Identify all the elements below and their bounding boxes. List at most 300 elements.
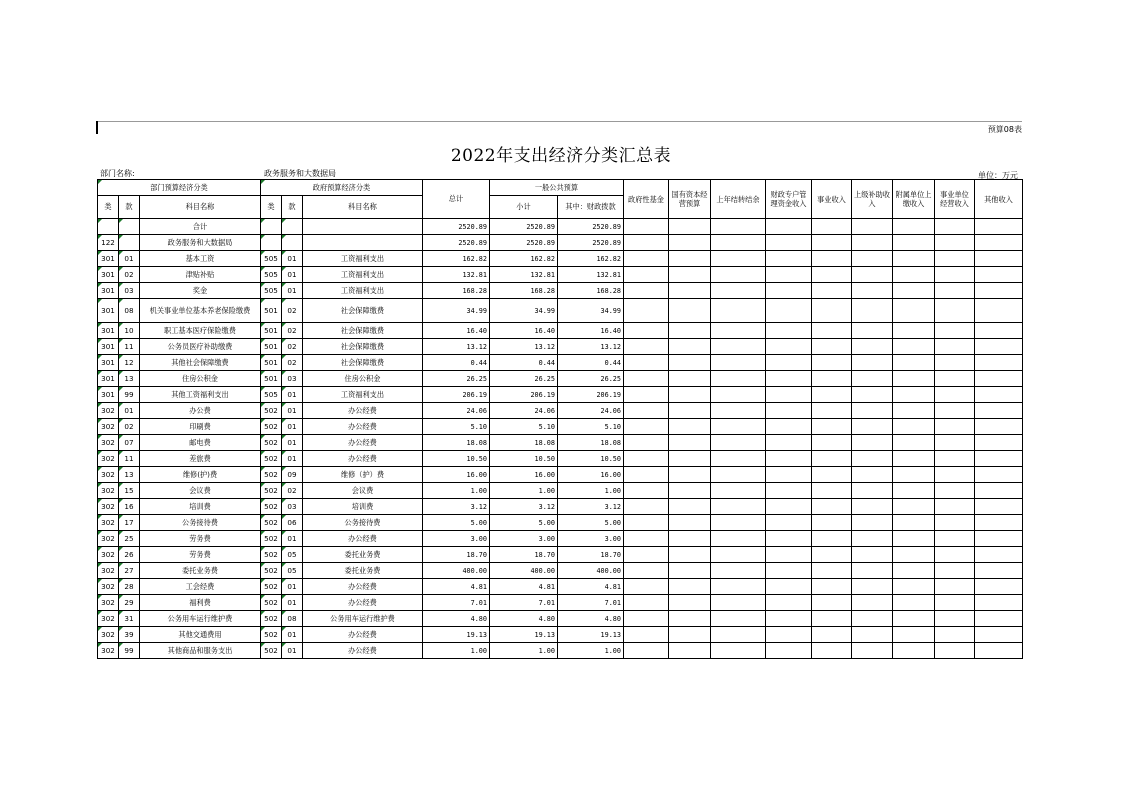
cell-dept-lei: 302 — [98, 563, 119, 579]
header-row-1 — [98, 180, 1023, 196]
cell-gov-item-name: 培训费 — [303, 499, 423, 515]
cell-empty — [669, 451, 711, 467]
cell-empty — [812, 627, 852, 643]
cell-empty — [852, 299, 893, 323]
table-row — [98, 283, 1023, 299]
cell-empty — [766, 403, 812, 419]
cell-gov-kuan: 02 — [282, 323, 303, 339]
cell-subtotal: 400.00 — [490, 563, 558, 579]
table-row — [98, 483, 1023, 499]
header-operating-income: 事业单位经营收入 — [935, 180, 975, 219]
cell-empty — [893, 579, 935, 595]
cell-empty — [812, 235, 852, 251]
cell-gov-item-name: 公务接待费 — [303, 515, 423, 531]
cell-fiscal: 3.12 — [558, 499, 624, 515]
cell-empty — [935, 251, 975, 267]
cell-empty — [852, 339, 893, 355]
cell-empty — [711, 531, 766, 547]
cell-empty — [669, 219, 711, 235]
cell-dept-kuan: 13 — [119, 467, 140, 483]
cell-empty — [624, 387, 669, 403]
cell-empty — [935, 595, 975, 611]
page-corner-mark — [96, 121, 98, 134]
table-row — [98, 467, 1023, 483]
cell-empty — [975, 435, 1023, 451]
cell-empty — [624, 595, 669, 611]
page-title: 2022年支出经济分类汇总表 — [450, 146, 672, 166]
cell-fiscal: 24.06 — [558, 403, 624, 419]
cell-subtotal: 4.80 — [490, 611, 558, 627]
cell-empty — [812, 515, 852, 531]
cell-dept-item-name: 培训费 — [140, 499, 261, 515]
cell-empty — [975, 627, 1023, 643]
cell-empty — [935, 515, 975, 531]
cell-dept-item-name: 办公费 — [140, 403, 261, 419]
cell-empty — [812, 547, 852, 563]
cell-gov-lei: 502 — [261, 451, 282, 467]
cell-empty — [935, 371, 975, 387]
cell-empty — [766, 387, 812, 403]
cell-gov-item-name: 工资福利支出 — [303, 267, 423, 283]
cell-empty — [893, 547, 935, 563]
cell-empty — [975, 371, 1023, 387]
cell-total: 5.00 — [423, 515, 490, 531]
cell-empty — [893, 643, 935, 659]
cell-total: 34.99 — [423, 299, 490, 323]
cell-gov-lei: 502 — [261, 499, 282, 515]
header-business-income: 事业收入 — [812, 180, 852, 219]
cell-gov-kuan: 01 — [282, 595, 303, 611]
table-row — [98, 339, 1023, 355]
cell-empty — [935, 579, 975, 595]
cell-empty — [852, 515, 893, 531]
cell-empty — [624, 467, 669, 483]
header-superior-subsidy: 上级补助收入 — [852, 180, 893, 219]
cell-dept-kuan: 02 — [119, 419, 140, 435]
cell-empty — [624, 251, 669, 267]
cell-dept-lei: 302 — [98, 531, 119, 547]
header-special-account: 财政专户管理资金收入 — [766, 180, 812, 219]
table-row — [98, 643, 1023, 659]
cell-empty — [852, 219, 893, 235]
cell-gov-lei: 502 — [261, 419, 282, 435]
cell-empty — [935, 499, 975, 515]
cell-gov-kuan: 01 — [282, 251, 303, 267]
cell-dept-lei: 302 — [98, 483, 119, 499]
cell-gov-lei: 502 — [261, 483, 282, 499]
cell-dept-kuan: 25 — [119, 531, 140, 547]
cell-subtotal: 162.82 — [490, 251, 558, 267]
cell-empty — [711, 235, 766, 251]
cell-empty — [669, 251, 711, 267]
cell-gov-item-name: 办公经费 — [303, 435, 423, 451]
cell-gov-lei: 502 — [261, 547, 282, 563]
cell-dept-kuan: 02 — [119, 267, 140, 283]
cell-empty — [766, 219, 812, 235]
cell-dept-kuan: 27 — [119, 563, 140, 579]
cell-empty — [935, 483, 975, 499]
cell-empty — [624, 643, 669, 659]
form-code: 预算08表 — [987, 125, 1022, 134]
cell-gov-kuan: 01 — [282, 451, 303, 467]
cell-empty — [852, 435, 893, 451]
cell-dept-lei: 302 — [98, 403, 119, 419]
header-subtotal: 小计 — [490, 196, 558, 219]
cell-empty — [711, 483, 766, 499]
cell-gov-kuan: 02 — [282, 355, 303, 371]
cell-empty — [893, 611, 935, 627]
cell-gov-item-name: 社会保障缴费 — [303, 323, 423, 339]
cell-empty — [812, 451, 852, 467]
cell-dept-lei: 301 — [98, 251, 119, 267]
cell-empty — [711, 387, 766, 403]
cell-empty — [975, 563, 1023, 579]
cell-subtotal: 168.28 — [490, 283, 558, 299]
cell-gov-lei: 505 — [261, 267, 282, 283]
cell-total: 7.01 — [423, 595, 490, 611]
cell-gov-kuan: 02 — [282, 339, 303, 355]
cell-total: 24.06 — [423, 403, 490, 419]
cell-dept-item-name: 政务服务和大数据局 — [140, 235, 261, 251]
cell-gov-lei: 502 — [261, 403, 282, 419]
cell-gov-item-name: 委托业务费 — [303, 547, 423, 563]
cell-empty — [935, 355, 975, 371]
cell-empty — [669, 483, 711, 499]
cell-empty — [624, 419, 669, 435]
cell-empty — [669, 283, 711, 299]
cell-empty — [669, 435, 711, 451]
header-gov-fund: 政府性基金 — [624, 180, 669, 219]
cell-dept-kuan: 11 — [119, 339, 140, 355]
cell-empty — [812, 467, 852, 483]
cell-gov-kuan: 01 — [282, 435, 303, 451]
cell-subtotal: 26.25 — [490, 371, 558, 387]
table-row — [98, 531, 1023, 547]
cell-subtotal: 1.00 — [490, 483, 558, 499]
table-row — [98, 435, 1023, 451]
cell-gov-item-name: 办公经费 — [303, 643, 423, 659]
cell-empty — [624, 611, 669, 627]
cell-gov-item-name: 办公经费 — [303, 451, 423, 467]
cell-dept-lei: 302 — [98, 579, 119, 595]
table-row — [98, 323, 1023, 339]
cell-dept-item-name: 职工基本医疗保险缴费 — [140, 323, 261, 339]
cell-gov-lei: 502 — [261, 467, 282, 483]
header-gov-lei: 类 — [261, 196, 282, 219]
cell-empty — [624, 547, 669, 563]
cell-empty — [711, 299, 766, 323]
cell-empty — [711, 595, 766, 611]
cell-gov-item-name: 办公经费 — [303, 419, 423, 435]
cell-empty — [893, 595, 935, 611]
cell-empty — [812, 251, 852, 267]
cell-subtotal: 10.50 — [490, 451, 558, 467]
table-row — [98, 595, 1023, 611]
cell-gov-kuan: 01 — [282, 403, 303, 419]
cell-empty — [893, 403, 935, 419]
cell-dept-kuan: 15 — [119, 483, 140, 499]
cell-empty — [766, 563, 812, 579]
cell-empty — [812, 339, 852, 355]
cell-empty — [893, 283, 935, 299]
cell-fiscal: 206.19 — [558, 387, 624, 403]
cell-empty — [624, 403, 669, 419]
cell-empty — [812, 387, 852, 403]
cell-empty — [975, 235, 1023, 251]
cell-dept-item-name: 奖金 — [140, 283, 261, 299]
cell-total: 168.28 — [423, 283, 490, 299]
cell-dept-item-name: 其他工资福利支出 — [140, 387, 261, 403]
cell-empty — [852, 643, 893, 659]
table-row — [98, 267, 1023, 283]
cell-empty — [812, 403, 852, 419]
cell-dept-item-name: 公务接待费 — [140, 515, 261, 531]
cell-dept-item-name: 公务用车运行维护费 — [140, 611, 261, 627]
cell-empty — [935, 403, 975, 419]
cell-empty — [766, 451, 812, 467]
cell-empty — [893, 387, 935, 403]
cell-empty — [935, 547, 975, 563]
cell-dept-lei: 302 — [98, 643, 119, 659]
cell-subtotal: 2520.89 — [490, 219, 558, 235]
cell-empty — [893, 467, 935, 483]
cell-gov-lei: 502 — [261, 627, 282, 643]
cell-empty — [669, 563, 711, 579]
cell-fiscal: 13.12 — [558, 339, 624, 355]
cell-empty — [935, 299, 975, 323]
cell-fiscal: 0.44 — [558, 355, 624, 371]
cell-empty — [624, 371, 669, 387]
cell-empty — [893, 483, 935, 499]
cell-dept-kuan — [119, 235, 140, 251]
cell-empty — [624, 483, 669, 499]
cell-total: 132.81 — [423, 267, 490, 283]
cell-empty — [669, 595, 711, 611]
cell-gov-lei: 502 — [261, 531, 282, 547]
cell-dept-lei: 301 — [98, 371, 119, 387]
cell-empty — [975, 451, 1023, 467]
cell-fiscal: 3.00 — [558, 531, 624, 547]
table-row — [98, 547, 1023, 563]
cell-gov-item-name: 社会保障缴费 — [303, 299, 423, 323]
cell-empty — [893, 219, 935, 235]
cell-subtotal: 13.12 — [490, 339, 558, 355]
cell-subtotal: 3.12 — [490, 499, 558, 515]
cell-empty — [711, 339, 766, 355]
cell-dept-lei: 301 — [98, 283, 119, 299]
cell-empty — [893, 531, 935, 547]
cell-empty — [711, 219, 766, 235]
cell-subtotal: 206.19 — [490, 387, 558, 403]
cell-gov-kuan: 09 — [282, 467, 303, 483]
cell-empty — [669, 267, 711, 283]
cell-empty — [766, 323, 812, 339]
cell-empty — [893, 451, 935, 467]
cell-empty — [935, 531, 975, 547]
cell-empty — [975, 467, 1023, 483]
cell-empty — [766, 299, 812, 323]
cell-empty — [669, 355, 711, 371]
cell-gov-item-name: 办公经费 — [303, 627, 423, 643]
cell-empty — [893, 371, 935, 387]
cell-fiscal: 26.25 — [558, 371, 624, 387]
cell-gov-kuan: 01 — [282, 643, 303, 659]
cell-empty — [711, 435, 766, 451]
cell-gov-kuan — [282, 235, 303, 251]
cell-total: 4.81 — [423, 579, 490, 595]
cell-empty — [711, 323, 766, 339]
cell-empty — [669, 579, 711, 595]
cell-empty — [852, 323, 893, 339]
cell-dept-item-name: 福利费 — [140, 595, 261, 611]
cell-empty — [852, 251, 893, 267]
cell-dept-lei — [98, 219, 119, 235]
cell-empty — [624, 627, 669, 643]
cell-empty — [766, 371, 812, 387]
cell-empty — [624, 339, 669, 355]
cell-empty — [935, 219, 975, 235]
cell-empty — [669, 323, 711, 339]
cell-empty — [711, 579, 766, 595]
cell-empty — [893, 323, 935, 339]
cell-dept-item-name: 其他商品和服务支出 — [140, 643, 261, 659]
cell-empty — [624, 515, 669, 531]
cell-empty — [975, 323, 1023, 339]
cell-empty — [624, 267, 669, 283]
cell-empty — [711, 611, 766, 627]
cell-empty — [975, 643, 1023, 659]
cell-empty — [766, 483, 812, 499]
cell-empty — [812, 283, 852, 299]
cell-empty — [624, 283, 669, 299]
cell-dept-lei: 302 — [98, 451, 119, 467]
cell-gov-item-name: 维修（护）费 — [303, 467, 423, 483]
cell-empty — [975, 499, 1023, 515]
cell-empty — [624, 435, 669, 451]
cell-empty — [711, 451, 766, 467]
header-general-budget: 一般公共预算 — [490, 180, 624, 196]
cell-gov-lei: 501 — [261, 323, 282, 339]
cell-gov-lei — [261, 235, 282, 251]
cell-empty — [812, 595, 852, 611]
header-dept-lei: 类 — [98, 196, 119, 219]
cell-gov-lei: 502 — [261, 643, 282, 659]
cell-gov-item-name: 社会保障缴费 — [303, 339, 423, 355]
cell-gov-lei — [261, 219, 282, 235]
table-row — [98, 251, 1023, 267]
cell-empty — [935, 419, 975, 435]
table-row — [98, 219, 1023, 235]
header-total: 总计 — [423, 180, 490, 219]
cell-empty — [711, 515, 766, 531]
cell-empty — [711, 419, 766, 435]
cell-total: 1.00 — [423, 483, 490, 499]
cell-empty — [852, 267, 893, 283]
cell-empty — [975, 611, 1023, 627]
cell-empty — [975, 339, 1023, 355]
cell-dept-kuan: 11 — [119, 451, 140, 467]
cell-dept-item-name: 劳务费 — [140, 531, 261, 547]
header-of-which-fiscal: 其中：财政拨款 — [558, 196, 624, 219]
header-other-income: 其他收入 — [975, 180, 1023, 219]
cell-dept-lei: 302 — [98, 499, 119, 515]
cell-empty — [766, 595, 812, 611]
cell-fiscal: 18.08 — [558, 435, 624, 451]
cell-empty — [975, 547, 1023, 563]
cell-dept-item-name: 差旅费 — [140, 451, 261, 467]
cell-dept-lei: 302 — [98, 435, 119, 451]
cell-empty — [935, 627, 975, 643]
cell-dept-lei: 301 — [98, 387, 119, 403]
cell-gov-lei: 502 — [261, 515, 282, 531]
cell-dept-kuan: 26 — [119, 547, 140, 563]
cell-total: 16.40 — [423, 323, 490, 339]
cell-gov-kuan: 05 — [282, 563, 303, 579]
header-dept-item-name: 科目名称 — [140, 196, 261, 219]
cell-empty — [852, 355, 893, 371]
cell-empty — [624, 499, 669, 515]
cell-dept-kuan: 39 — [119, 627, 140, 643]
dept-label: 部门名称: — [100, 169, 135, 178]
cell-empty — [669, 371, 711, 387]
cell-dept-kuan: 28 — [119, 579, 140, 595]
cell-gov-lei: 501 — [261, 355, 282, 371]
cell-dept-item-name: 合计 — [140, 219, 261, 235]
cell-total: 400.00 — [423, 563, 490, 579]
cell-empty — [669, 235, 711, 251]
cell-subtotal: 19.13 — [490, 627, 558, 643]
cell-empty — [812, 643, 852, 659]
cell-empty — [852, 595, 893, 611]
cell-empty — [893, 355, 935, 371]
cell-empty — [624, 235, 669, 251]
cell-gov-lei: 501 — [261, 371, 282, 387]
cell-fiscal: 5.10 — [558, 419, 624, 435]
dept-value: 政务服务和大数据局 — [264, 169, 336, 178]
cell-dept-kuan: 03 — [119, 283, 140, 299]
cell-empty — [766, 515, 812, 531]
cell-dept-kuan: 31 — [119, 611, 140, 627]
cell-gov-item-name — [303, 219, 423, 235]
cell-gov-kuan: 01 — [282, 419, 303, 435]
cell-empty — [624, 531, 669, 547]
table-row — [98, 371, 1023, 387]
cell-empty — [852, 283, 893, 299]
cell-empty — [669, 499, 711, 515]
cell-empty — [766, 419, 812, 435]
cell-dept-lei: 302 — [98, 627, 119, 643]
cell-total: 4.80 — [423, 611, 490, 627]
cell-dept-kuan: 17 — [119, 515, 140, 531]
cell-empty — [711, 371, 766, 387]
cell-gov-item-name — [303, 235, 423, 251]
cell-dept-kuan: 01 — [119, 403, 140, 419]
cell-empty — [893, 251, 935, 267]
cell-dept-lei: 301 — [98, 339, 119, 355]
cell-empty — [711, 467, 766, 483]
cell-empty — [975, 515, 1023, 531]
cell-empty — [935, 563, 975, 579]
cell-empty — [669, 611, 711, 627]
cell-dept-item-name: 机关事业单位基本养老保险缴费 — [140, 299, 261, 323]
cell-total: 3.12 — [423, 499, 490, 515]
cell-total: 0.44 — [423, 355, 490, 371]
cell-empty — [975, 299, 1023, 323]
cell-empty — [766, 339, 812, 355]
header-gov-item-name: 科目名称 — [303, 196, 423, 219]
cell-subtotal: 4.81 — [490, 579, 558, 595]
cell-empty — [711, 267, 766, 283]
